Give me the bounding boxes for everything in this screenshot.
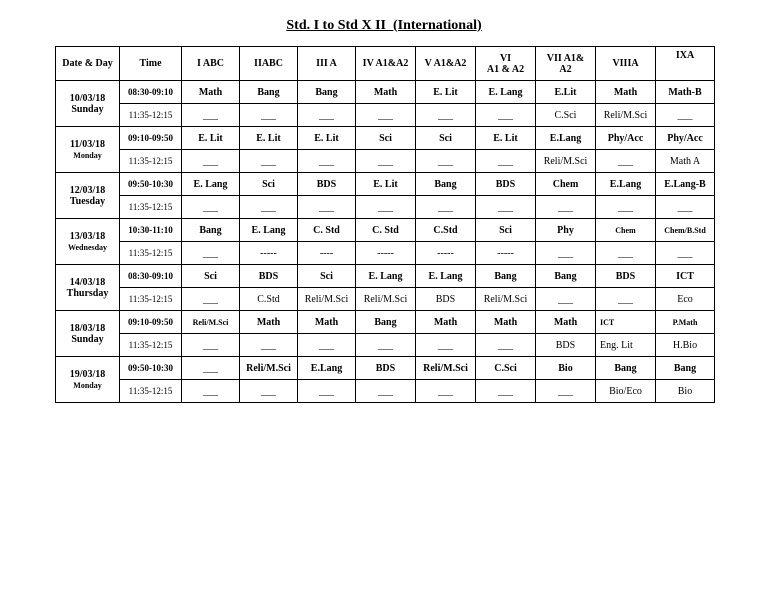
subject-cell: BDS (356, 357, 416, 380)
header-cell: VIIIA (596, 47, 656, 81)
subject-cell: ___ (182, 104, 240, 127)
subject-cell: Bio (536, 357, 596, 380)
subject-cell: P.Math (656, 311, 715, 334)
time-cell: 11:35-12:15 (120, 288, 182, 311)
header-cell: Date & Day (56, 47, 120, 81)
time-cell: 08:30-09:10 (120, 81, 182, 104)
subject-cell: E.Lang (596, 173, 656, 196)
subject-cell: Bang (182, 219, 240, 242)
header-cell: IXA (656, 47, 715, 81)
subject-cell: ___ (656, 242, 715, 265)
subject-cell: E. Lit (182, 127, 240, 150)
subject-cell: ___ (298, 334, 356, 357)
subject-cell: BDS (298, 173, 356, 196)
header-cell: V A1&A2 (416, 47, 476, 81)
subject-cell: ___ (596, 196, 656, 219)
subject-cell: ICT (656, 265, 715, 288)
subject-cell: ___ (182, 357, 240, 380)
table-row (56, 311, 715, 334)
table-row (56, 150, 715, 173)
subject-cell: Math A (656, 150, 715, 173)
subject-cell: ___ (416, 380, 476, 403)
time-cell: 11:35-12:15 (120, 242, 182, 265)
day-text: Tuesday (69, 195, 106, 207)
subject-cell: E. Lang (476, 81, 536, 104)
date-cell (56, 173, 120, 219)
header-cell: IIABC (240, 47, 298, 81)
day-text: Sunday (71, 103, 104, 115)
subject-cell: Math (476, 311, 536, 334)
subject-cell: Math (356, 81, 416, 104)
subject-cell: H.Bio (656, 334, 715, 357)
subject-cell: Sci (182, 265, 240, 288)
subject-cell: Reli/M.Sci (476, 288, 536, 311)
subject-cell: Math (182, 81, 240, 104)
subject-cell: ___ (240, 334, 298, 357)
time-cell: 10:30-11:10 (120, 219, 182, 242)
time-cell: 11:35-12:15 (120, 334, 182, 357)
subject-cell: E. Lang (356, 265, 416, 288)
subject-cell: Reli/M.Sci (240, 357, 298, 380)
subject-cell: ___ (240, 380, 298, 403)
subject-cell: ___ (182, 196, 240, 219)
subject-cell: BDS (416, 288, 476, 311)
time-cell: 09:10-09:50 (120, 311, 182, 334)
subject-cell: ---- (298, 242, 356, 265)
subject-cell: BDS (240, 265, 298, 288)
subject-cell: ___ (536, 242, 596, 265)
subject-cell: Eco (656, 288, 715, 311)
subject-cell: Math (416, 311, 476, 334)
subject-cell: E. Lit (476, 127, 536, 150)
table-row (56, 104, 715, 127)
subject-cell: C.Std (240, 288, 298, 311)
time-cell: 11:35-12:15 (120, 104, 182, 127)
subject-cell: ___ (536, 288, 596, 311)
subject-cell: ___ (476, 196, 536, 219)
table-row (56, 334, 715, 357)
header-cell: VI A1 & A2 (476, 47, 536, 81)
subject-cell: E. Lang (416, 265, 476, 288)
subject-cell: ___ (356, 150, 416, 173)
date-text: 13/03/18 (69, 230, 106, 242)
subject-cell: E. Lit (240, 127, 298, 150)
header-cell: Time (120, 47, 182, 81)
subject-cell: ----- (356, 242, 416, 265)
subject-cell: Math (240, 311, 298, 334)
subject-cell: ___ (656, 104, 715, 127)
subject-cell: ___ (416, 150, 476, 173)
subject-cell: Bang (356, 311, 416, 334)
subject-cell: ___ (298, 380, 356, 403)
subject-cell: ___ (476, 380, 536, 403)
table-row (56, 265, 715, 288)
subject-cell: Bang (416, 173, 476, 196)
header-cell: VII A1& A2 (536, 47, 596, 81)
subject-cell: E. Lit (356, 173, 416, 196)
table-row (56, 242, 715, 265)
subject-cell: E.Lang (298, 357, 356, 380)
subject-cell: Reli/M.Sci (298, 288, 356, 311)
subject-cell: ----- (416, 242, 476, 265)
subject-cell: Sci (356, 127, 416, 150)
subject-cell: ___ (298, 196, 356, 219)
subject-cell: ___ (240, 150, 298, 173)
time-cell: 11:35-12:15 (120, 150, 182, 173)
date-cell (56, 127, 120, 173)
date-text: 12/03/18 (69, 184, 106, 196)
subject-cell: E. Lang (182, 173, 240, 196)
subject-cell: E.Lit (536, 81, 596, 104)
date-text: 10/03/18 (69, 92, 106, 104)
exam-schedule-table (55, 46, 715, 403)
subject-cell: Phy/Acc (596, 127, 656, 150)
subject-cell: ___ (356, 104, 416, 127)
subject-cell: Bang (656, 357, 715, 380)
subject-cell: E.Lang-B (656, 173, 715, 196)
schedule-body (56, 47, 715, 403)
day-text: Wednesday (67, 242, 108, 252)
subject-cell: Chem (536, 173, 596, 196)
subject-cell: Bang (476, 265, 536, 288)
subject-cell: Bang (240, 81, 298, 104)
subject-cell: Sci (476, 219, 536, 242)
date-cell (56, 265, 120, 311)
subject-cell: ___ (298, 150, 356, 173)
subject-cell: C. Std (356, 219, 416, 242)
table-row (56, 173, 715, 196)
subject-cell: ___ (536, 380, 596, 403)
time-cell: 08:30-09:10 (120, 265, 182, 288)
header-cell: IV A1&A2 (356, 47, 416, 81)
date-cell (56, 81, 120, 127)
table-row (56, 127, 715, 150)
table-row (56, 219, 715, 242)
time-cell: 09:50-10:30 (120, 357, 182, 380)
subject-cell: ___ (298, 104, 356, 127)
subject-cell: BDS (536, 334, 596, 357)
subject-cell: ___ (596, 242, 656, 265)
subject-cell: ___ (476, 104, 536, 127)
day-text: Sunday (71, 333, 104, 345)
subject-cell: ___ (656, 196, 715, 219)
subject-cell: Sci (298, 265, 356, 288)
subject-cell: Bang (298, 81, 356, 104)
subject-cell: Math (298, 311, 356, 334)
subject-cell: Math (596, 81, 656, 104)
subject-cell: Phy/Acc (656, 127, 715, 150)
subject-cell: ___ (182, 380, 240, 403)
header-row (56, 47, 715, 81)
subject-cell: E. Lit (298, 127, 356, 150)
subject-cell: Sci (240, 173, 298, 196)
subject-cell: ___ (416, 104, 476, 127)
subject-cell: Math (536, 311, 596, 334)
time-cell: 09:50-10:30 (120, 173, 182, 196)
subject-cell: ___ (536, 196, 596, 219)
date-text: 11/03/18 (69, 138, 105, 150)
subject-cell: C. Std (298, 219, 356, 242)
subject-cell: Chem/B.Std (656, 219, 715, 242)
subject-cell: Sci (416, 127, 476, 150)
table-row (56, 196, 715, 219)
day-text: Monday (73, 150, 102, 160)
date-cell (56, 357, 120, 403)
subject-cell: E.Lang (536, 127, 596, 150)
subject-cell: Bio (656, 380, 715, 403)
subject-cell: ICT (596, 311, 656, 334)
day-text: Monday (73, 380, 102, 390)
date-text: 19/03/18 (69, 368, 106, 380)
subject-cell: ___ (240, 104, 298, 127)
subject-cell: Reli/M.Sci (416, 357, 476, 380)
subject-cell: Bang (536, 265, 596, 288)
subject-cell: Bang (596, 357, 656, 380)
subject-cell: ___ (182, 334, 240, 357)
subject-cell: ___ (356, 380, 416, 403)
subject-cell: Eng. Lit (596, 334, 656, 357)
subject-cell: ----- (240, 242, 298, 265)
subject-cell: Reli/M.Sci (356, 288, 416, 311)
subject-cell: C.Std (416, 219, 476, 242)
subject-cell: Chem (596, 219, 656, 242)
subject-cell: ___ (596, 288, 656, 311)
subject-cell: ___ (476, 150, 536, 173)
subject-cell: Math-B (656, 81, 715, 104)
subject-cell: ----- (476, 242, 536, 265)
date-text: 14/03/18 (69, 276, 106, 288)
page-title: Std. I to Std X II (International) (286, 18, 482, 33)
date-text: 18/03/18 (69, 322, 106, 334)
subject-cell: BDS (596, 265, 656, 288)
subject-cell: ___ (240, 196, 298, 219)
subject-cell: Reli/M.Sci (182, 311, 240, 334)
subject-cell: E. Lit (416, 81, 476, 104)
subject-cell: ___ (476, 334, 536, 357)
header-cell: I ABC (182, 47, 240, 81)
subject-cell: E. Lang (240, 219, 298, 242)
subject-cell: ___ (416, 334, 476, 357)
subject-cell: Reli/M.Sci (536, 150, 596, 173)
subject-cell: ___ (182, 242, 240, 265)
day-text: Thursday (66, 287, 109, 299)
subject-cell: BDS (476, 173, 536, 196)
subject-cell: C.Sci (536, 104, 596, 127)
subject-cell: C.Sci (476, 357, 536, 380)
table-row (56, 81, 715, 104)
subject-cell: ___ (182, 150, 240, 173)
table-row (56, 380, 715, 403)
subject-cell: ___ (416, 196, 476, 219)
table-row (56, 357, 715, 380)
subject-cell: ___ (596, 150, 656, 173)
date-cell (56, 219, 120, 265)
subject-cell: ___ (356, 334, 416, 357)
table-row (56, 288, 715, 311)
time-cell: 11:35-12:15 (120, 196, 182, 219)
time-cell: 09:10-09:50 (120, 127, 182, 150)
subject-cell: Phy (536, 219, 596, 242)
subject-cell: ___ (356, 196, 416, 219)
subject-cell: Bio/Eco (596, 380, 656, 403)
time-cell: 11:35-12:15 (120, 380, 182, 403)
subject-cell: Reli/M.Sci (596, 104, 656, 127)
header-cell: III A (298, 47, 356, 81)
subject-cell: ___ (182, 288, 240, 311)
date-cell (56, 311, 120, 357)
